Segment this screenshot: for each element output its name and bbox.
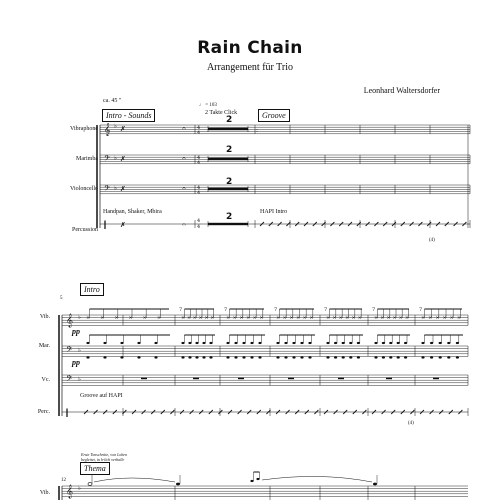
x-notehead: × xyxy=(259,315,264,321)
composer-name: Leonhard Waltersdorfer xyxy=(363,86,440,95)
notehead xyxy=(326,342,329,344)
bass-clef: 𝄢 xyxy=(66,346,73,357)
x-notehead: × xyxy=(428,315,433,321)
x-notehead: × xyxy=(296,315,301,321)
x-notehead: × xyxy=(345,315,350,321)
time-sig: 4 xyxy=(197,190,201,196)
notehead xyxy=(357,342,360,344)
rehearsal-mark-intro: Intro xyxy=(80,283,104,296)
x-notehead: × xyxy=(404,315,410,321)
key-flat: ♭ xyxy=(78,314,81,321)
time-sig: 4 xyxy=(197,218,201,224)
x-notehead: × xyxy=(456,315,462,321)
x-notehead: × xyxy=(309,315,314,321)
x-notehead: × xyxy=(128,315,133,321)
notehead xyxy=(447,356,450,358)
notehead xyxy=(181,342,184,344)
rehearsal-mark-groove: Groove xyxy=(258,109,290,122)
percussion-instruments-text: Handpan, Shaker, Mbira xyxy=(103,209,162,215)
notehead xyxy=(373,483,377,486)
x-notehead: × xyxy=(198,315,203,321)
notehead xyxy=(382,356,385,358)
notehead xyxy=(103,356,106,358)
time-sig: 4 xyxy=(197,185,201,191)
x-notehead: × xyxy=(326,315,331,321)
x-notehead: × xyxy=(204,315,209,321)
time-sig: 4 xyxy=(197,125,201,131)
notehead xyxy=(349,356,352,358)
x-mark: ✗ xyxy=(120,185,126,193)
notehead xyxy=(456,342,459,344)
notehead xyxy=(349,342,352,344)
notehead xyxy=(120,356,123,358)
multirest-bar xyxy=(208,128,248,130)
x-notehead: × xyxy=(338,315,343,321)
notehead xyxy=(342,356,345,358)
whole-rest xyxy=(338,378,344,380)
notehead xyxy=(389,342,392,344)
x-notehead: × xyxy=(282,315,287,321)
treble-clef: 𝄞 xyxy=(66,484,74,498)
notehead xyxy=(250,342,253,344)
notehead xyxy=(308,342,311,344)
tempo-mark-2: ♩ = 103 xyxy=(199,103,217,108)
treble-clef: 𝄞 xyxy=(66,313,74,327)
x-notehead: × xyxy=(289,315,294,321)
notehead xyxy=(242,356,245,358)
notehead xyxy=(397,342,400,344)
notehead xyxy=(258,342,261,344)
x-notehead: × xyxy=(421,315,426,321)
notehead xyxy=(447,342,450,344)
piece-title: Rain Chain xyxy=(197,38,303,58)
annotation-line-1: Erste Tonschritte, von Loben xyxy=(81,452,128,457)
dynamic-mar: pp xyxy=(72,358,80,367)
notehead xyxy=(276,342,279,344)
rest-eighth: 7 xyxy=(224,307,228,313)
multirest-number-mar: 2 xyxy=(226,145,233,155)
notehead xyxy=(357,356,360,358)
rest-eighth: 7 xyxy=(372,307,376,313)
tempo-mark: ca. 45 " xyxy=(103,98,122,104)
notehead xyxy=(258,356,261,358)
notehead xyxy=(439,342,442,344)
whole-rest xyxy=(193,378,199,380)
whole-rest xyxy=(386,378,392,380)
annotation-line-2: begleitet, in h-lich verhalle xyxy=(81,457,125,462)
notehead xyxy=(120,342,123,344)
multirest-bar xyxy=(208,188,248,190)
notehead xyxy=(242,342,245,344)
notehead xyxy=(374,356,377,358)
multirest-bar xyxy=(208,158,248,160)
notehead xyxy=(300,356,303,358)
dynamic-vib: pp xyxy=(72,327,80,336)
measure-number-5: 5 xyxy=(60,296,63,301)
multirest-number-perc: 2 xyxy=(226,212,233,222)
whole-rest xyxy=(433,378,439,380)
x-mark: ✗ xyxy=(120,221,126,229)
whole-rest xyxy=(288,378,294,380)
rest-eighth: 7 xyxy=(324,307,328,313)
x-mark: ✗ xyxy=(120,155,126,163)
key-flat: ♭ xyxy=(78,376,81,383)
notehead xyxy=(195,342,198,344)
x-notehead: × xyxy=(398,315,403,321)
key-flat: ♭ xyxy=(114,155,117,162)
notehead xyxy=(209,342,212,344)
time-sig: 4 xyxy=(197,155,201,161)
notehead xyxy=(404,342,407,344)
notehead xyxy=(284,342,287,344)
x-notehead: × xyxy=(374,315,379,321)
rehearsal-mark-intro-sounds: Intro - Sounds xyxy=(102,109,155,122)
rehearsal-mark-thema: Thema xyxy=(80,462,110,475)
piece-subtitle: Arrangement für Trio xyxy=(206,62,294,73)
multirest-bar xyxy=(208,223,248,225)
x-notehead: × xyxy=(156,315,162,321)
notehead xyxy=(188,356,191,358)
time-sig: 4 xyxy=(197,160,201,166)
x-notehead: × xyxy=(226,315,231,321)
x-notehead: × xyxy=(100,315,105,321)
notehead xyxy=(181,356,184,358)
rest-eighth: 7 xyxy=(419,307,423,313)
instrument-label-perc: Perc. xyxy=(37,409,50,415)
notehead xyxy=(397,356,400,358)
tie xyxy=(94,478,175,482)
x-notehead: × xyxy=(351,315,356,321)
notehead xyxy=(154,356,157,358)
rest-eighth: 7 xyxy=(274,307,278,313)
key-flat: ♭ xyxy=(78,485,81,492)
x-notehead: × xyxy=(392,315,397,321)
instrument-label-vc: Vc. xyxy=(41,377,50,383)
notehead xyxy=(137,356,140,358)
notehead xyxy=(334,342,337,344)
notehead xyxy=(250,356,253,358)
percussion-clef: ‖ xyxy=(103,220,107,229)
x-notehead: × xyxy=(239,315,244,321)
fermata: 𝄐 xyxy=(182,185,186,193)
notehead xyxy=(308,356,311,358)
x-notehead: × xyxy=(435,315,440,321)
treble-clef: 𝄞 xyxy=(104,123,111,136)
notehead xyxy=(404,356,407,358)
notehead xyxy=(421,356,424,358)
time-sig: 4 xyxy=(197,130,201,136)
notehead xyxy=(256,478,259,480)
notehead xyxy=(86,342,89,344)
measure-count-2: (4) xyxy=(408,421,414,426)
notehead xyxy=(188,342,191,344)
notehead xyxy=(389,356,392,358)
x-notehead: × xyxy=(246,315,251,321)
notehead xyxy=(430,356,433,358)
percussion-clef: ‖ xyxy=(65,408,69,417)
notehead xyxy=(234,356,237,358)
x-notehead: × xyxy=(142,315,147,321)
time-sig: 4 xyxy=(197,224,201,230)
x-notehead: × xyxy=(210,315,215,321)
notehead xyxy=(374,342,377,344)
x-notehead: × xyxy=(232,315,237,321)
notehead xyxy=(334,356,337,358)
notehead xyxy=(439,356,442,358)
x-notehead: × xyxy=(252,315,257,321)
notehead xyxy=(226,342,229,344)
whole-rest xyxy=(141,378,147,380)
hapi-intro-text: HAPI Intro xyxy=(260,209,288,215)
click-instruction: 2 Takte Click xyxy=(205,110,238,116)
rest-eighth: 7 xyxy=(179,307,183,313)
notehead xyxy=(154,342,157,344)
instrument-label-marimba: Marimba xyxy=(76,156,98,162)
notehead xyxy=(250,480,253,482)
notehead xyxy=(456,356,459,358)
instrument-label-vib-3: Vib. xyxy=(39,490,50,496)
x-notehead: × xyxy=(186,315,192,321)
multirest-number-vib: 2 xyxy=(226,115,233,125)
bass-clef: 𝄢 xyxy=(104,155,110,165)
instrument-label-mar: Mar. xyxy=(38,343,50,349)
x-notehead: × xyxy=(192,315,197,321)
fermata: 𝄐 xyxy=(182,125,186,133)
x-notehead: × xyxy=(449,315,454,321)
groove-hapi-text: Groove auf HAPI xyxy=(80,393,123,399)
x-notehead: × xyxy=(442,315,447,321)
notehead xyxy=(430,342,433,344)
notehead xyxy=(202,356,205,358)
notehead xyxy=(202,342,205,344)
notehead xyxy=(284,356,287,358)
x-notehead: × xyxy=(380,315,385,321)
notehead xyxy=(292,342,295,344)
x-notehead: × xyxy=(386,315,391,321)
multirest-number-vc: 2 xyxy=(226,177,233,187)
instrument-label-percussion: Percussion xyxy=(72,227,98,233)
x-mark: ✗ xyxy=(120,125,126,133)
notehead xyxy=(195,356,198,358)
x-notehead: × xyxy=(114,315,119,321)
x-notehead: × xyxy=(276,315,281,321)
key-flat: ♭ xyxy=(78,347,81,354)
notehead xyxy=(137,342,140,344)
key-flat: ♭ xyxy=(114,123,117,130)
key-flat: ♭ xyxy=(114,185,117,192)
instrument-label-vibraphone: Vibraphone xyxy=(70,126,98,132)
notehead xyxy=(176,483,180,486)
measure-count-1: (4) xyxy=(429,238,435,243)
notehead xyxy=(326,356,329,358)
whole-rest xyxy=(238,378,244,380)
fermata: 𝄐 xyxy=(182,155,186,163)
notehead xyxy=(382,342,385,344)
x-notehead: × xyxy=(302,315,307,321)
repeat-dots: : xyxy=(256,127,259,134)
notehead xyxy=(86,356,89,358)
notehead xyxy=(342,342,345,344)
x-notehead: × xyxy=(86,315,91,321)
notehead xyxy=(209,356,212,358)
bass-clef: 𝄢 xyxy=(104,185,110,195)
instrument-label-violoncello: Violoncello xyxy=(70,186,98,192)
x-notehead: × xyxy=(357,315,362,321)
notehead xyxy=(103,342,106,344)
notehead xyxy=(292,356,295,358)
notehead xyxy=(276,356,279,358)
measure-number-12: 12 xyxy=(61,478,66,483)
x-notehead: × xyxy=(181,315,186,321)
notehead xyxy=(226,356,229,358)
instrument-label-vib: Vib. xyxy=(39,314,50,320)
notehead xyxy=(421,342,424,344)
bass-clef: 𝄢 xyxy=(66,375,73,386)
notehead xyxy=(300,342,303,344)
half-note xyxy=(88,483,92,486)
fermata: 𝄐 xyxy=(182,221,186,229)
slur xyxy=(262,476,372,482)
notehead xyxy=(234,342,237,344)
x-notehead: × xyxy=(332,315,337,321)
